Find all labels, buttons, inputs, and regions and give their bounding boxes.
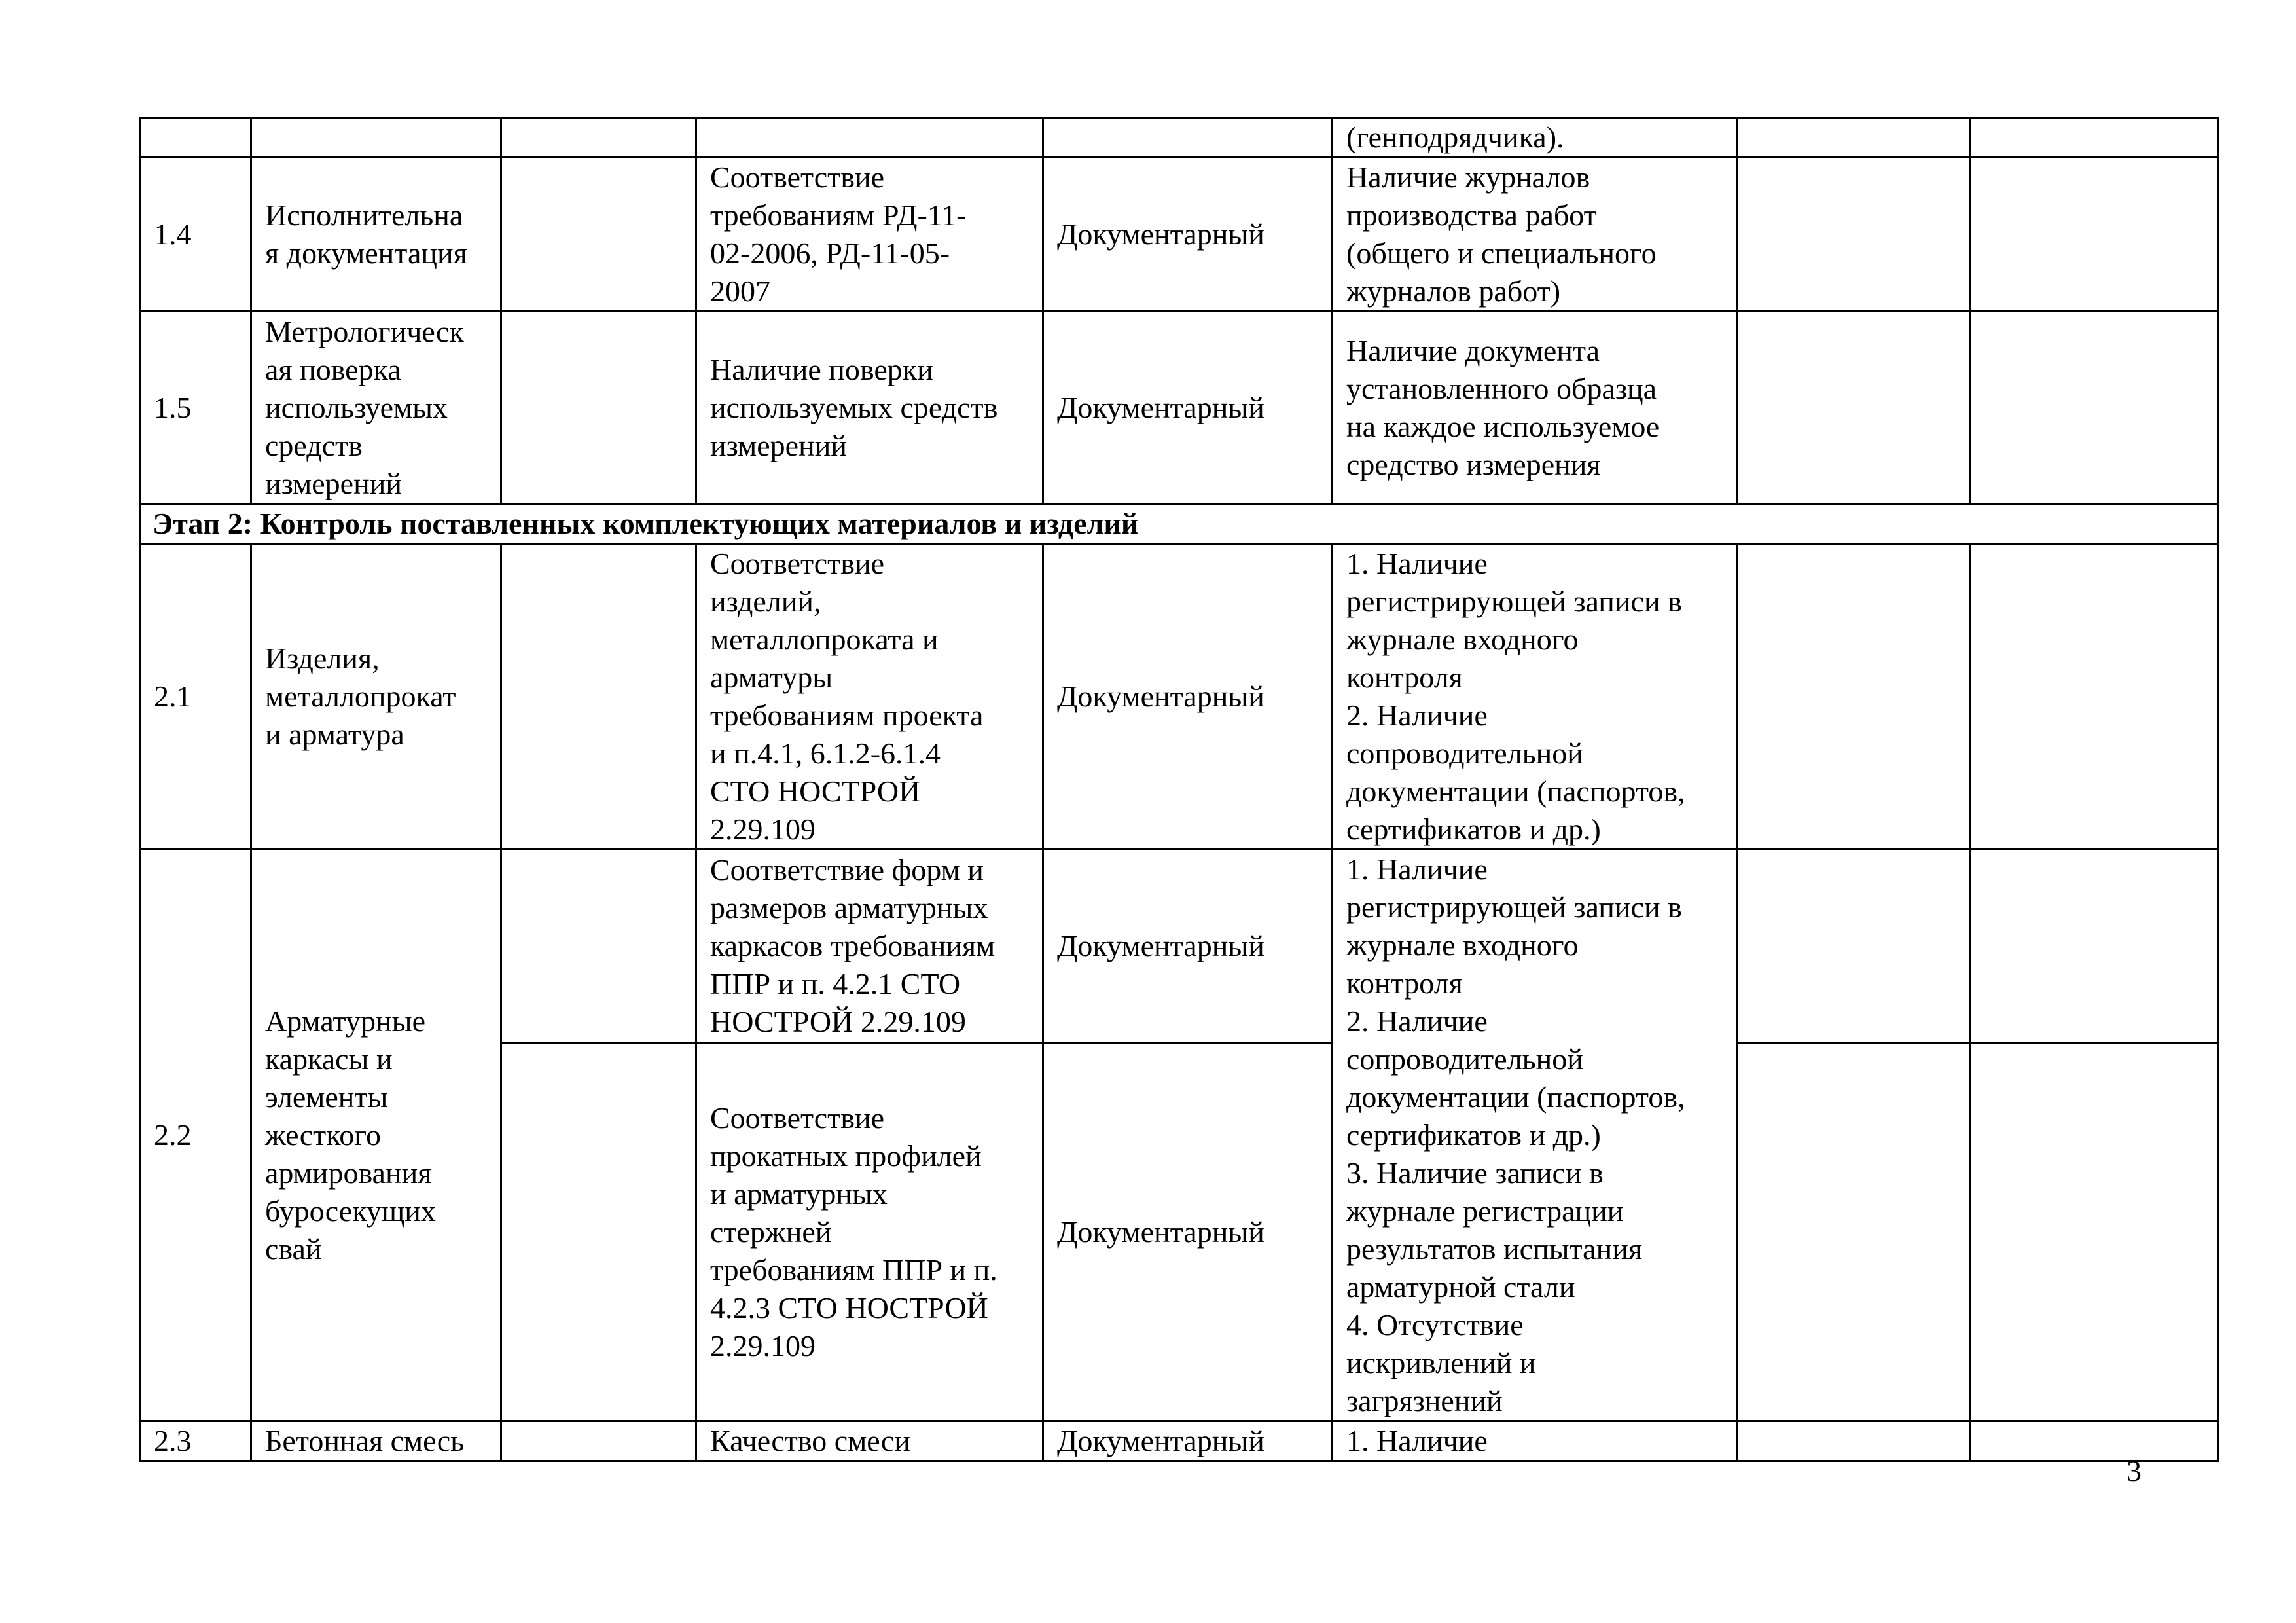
result-text: Наличие документа установленного образца на каждое используемое средство измерения: [1346, 333, 1660, 481]
cell-parameter: [696, 312, 1043, 504]
cell-parameter: [696, 118, 1043, 158]
row-number: 2.3: [154, 1424, 192, 1457]
table-row: [140, 850, 2219, 1044]
cell-number: [140, 1421, 251, 1461]
cell-result: [1333, 544, 1737, 850]
cell-number: [140, 850, 251, 1421]
cell-parameter: [696, 1043, 1043, 1421]
row-number: 2.1: [154, 680, 192, 713]
cell-blank: [1737, 850, 1970, 1044]
cell-blank: [501, 312, 696, 504]
cell-object: [251, 118, 501, 158]
table-row: [140, 1421, 2219, 1461]
cell-parameter: [696, 850, 1043, 1044]
cell-number: [140, 158, 251, 312]
object-text: Исполнительна я документация: [265, 198, 467, 270]
cell-blank: [1737, 1421, 1970, 1461]
parameter-text: Наличие поверки используемых средств измерений: [710, 352, 998, 462]
object-text: Изделия, металлопрокат и арматура: [265, 642, 456, 751]
cell-method: [1043, 544, 1333, 850]
result-text: 1. Наличие: [1346, 1424, 1488, 1457]
table-row: [140, 544, 2219, 850]
stage-title: Этап 2: Контроль поставленных комплектующих материалов и изделий: [152, 507, 1139, 540]
cell-blank: [1970, 312, 2219, 504]
cell-parameter: [696, 544, 1043, 850]
cell-result: [1333, 118, 1737, 158]
row-number: 1.4: [154, 217, 192, 251]
result-text: (генподрядчика).: [1346, 120, 1564, 154]
cell-blank: [501, 1421, 696, 1461]
cell-blank: [1970, 850, 2219, 1044]
cell-method: [1043, 158, 1333, 312]
cell-blank: [1970, 1043, 2219, 1421]
table-row: [140, 118, 2219, 158]
method-text: Документарный: [1057, 217, 1265, 251]
cell-blank: [1970, 158, 2219, 312]
cell-blank: [501, 118, 696, 158]
cell-result: [1333, 158, 1737, 312]
cell-blank: [1970, 118, 2219, 158]
cell-blank: [1737, 1043, 1970, 1421]
object-text: Бетонная смесь: [265, 1424, 465, 1457]
cell-parameter: [696, 158, 1043, 312]
parameter-text: Качество смеси: [710, 1424, 910, 1457]
cell-blank: [1970, 1421, 2219, 1461]
cell-blank: [1970, 544, 2219, 850]
cell-blank: [1737, 118, 1970, 158]
method-text: Документарный: [1057, 929, 1265, 963]
cell-method: [1043, 1421, 1333, 1461]
row-number: 2.2: [154, 1118, 192, 1152]
cell-number: [140, 118, 251, 158]
cell-blank: [501, 850, 696, 1044]
cell-object: [251, 850, 501, 1421]
method-text: Документарный: [1057, 1214, 1265, 1249]
method-text: Документарный: [1057, 1424, 1265, 1457]
table-row: [140, 312, 2219, 504]
result-text: 1. Наличие регистрирующей записи в журнале входного контроля 2. Наличие сопроводительной документации (паспортов, сертификатов и др.): [1346, 547, 1685, 846]
cell-method: [1043, 312, 1333, 504]
cell-object: [251, 312, 501, 504]
cell-result: [1333, 850, 1737, 1421]
cell-result: [1333, 312, 1737, 504]
cell-parameter: [696, 1421, 1043, 1461]
method-text: Документарный: [1057, 680, 1265, 713]
inspection-table: [139, 117, 2219, 1462]
stage-heading: [140, 504, 2219, 544]
cell-blank: [1737, 544, 1970, 850]
cell-object: [251, 1421, 501, 1461]
method-text: Документарный: [1057, 390, 1265, 424]
cell-blank: [501, 1043, 696, 1421]
parameter-text: Соответствие форм и размеров арматурных каркасов требованиям ППР и п. 4.2.1 СТО НОСТРОЙ 2.29.109: [710, 853, 996, 1039]
cell-blank: [501, 544, 696, 850]
cell-blank: [1737, 158, 1970, 312]
cell-method: [1043, 118, 1333, 158]
stage-heading-row: [140, 504, 2219, 544]
cell-object: [251, 544, 501, 850]
result-text: 1. Наличие регистрирующей записи в журнале входного контроля 2. Наличие сопроводительной документации (паспортов, сертификатов и др.) 3. Наличие записи в журнале регистрации результатов испытания арматурной стали 4. Отсутствие искривлений и загрязнений: [1346, 852, 1685, 1417]
cell-object: [251, 158, 501, 312]
cell-number: [140, 544, 251, 850]
object-text: Метрологическ ая поверка используемых средств измерений: [265, 314, 464, 500]
cell-result: [1333, 1421, 1737, 1461]
cell-blank: [1737, 312, 1970, 504]
cell-method: [1043, 1043, 1333, 1421]
cell-method: [1043, 850, 1333, 1044]
object-text: Арматурные каркасы и элементы жесткого армирования буросекущих свай: [265, 1004, 436, 1266]
table-row: [140, 158, 2219, 312]
page-number: 3: [2126, 1454, 2142, 1487]
parameter-text: Соответствие прокатных профилей и арматурных стержней требованиям ППР и п. 4.2.3 СТО НОСТРОЙ 2.29.109: [710, 1101, 997, 1362]
parameter-text: Соответствие требованиям РД-11- 02-2006, РД-11-05- 2007: [710, 160, 967, 308]
row-number: 1.5: [154, 390, 192, 424]
cell-blank: [501, 158, 696, 312]
cell-number: [140, 312, 251, 504]
parameter-text: Соответствие изделий, металлопроката и арматуры требованиям проекта и п.4.1, 6.1.2-6.1.4 СТО НОСТРОЙ 2.29.109: [710, 547, 984, 846]
result-text: Наличие журналов производства работ (общего и специального журналов работ): [1346, 160, 1657, 308]
